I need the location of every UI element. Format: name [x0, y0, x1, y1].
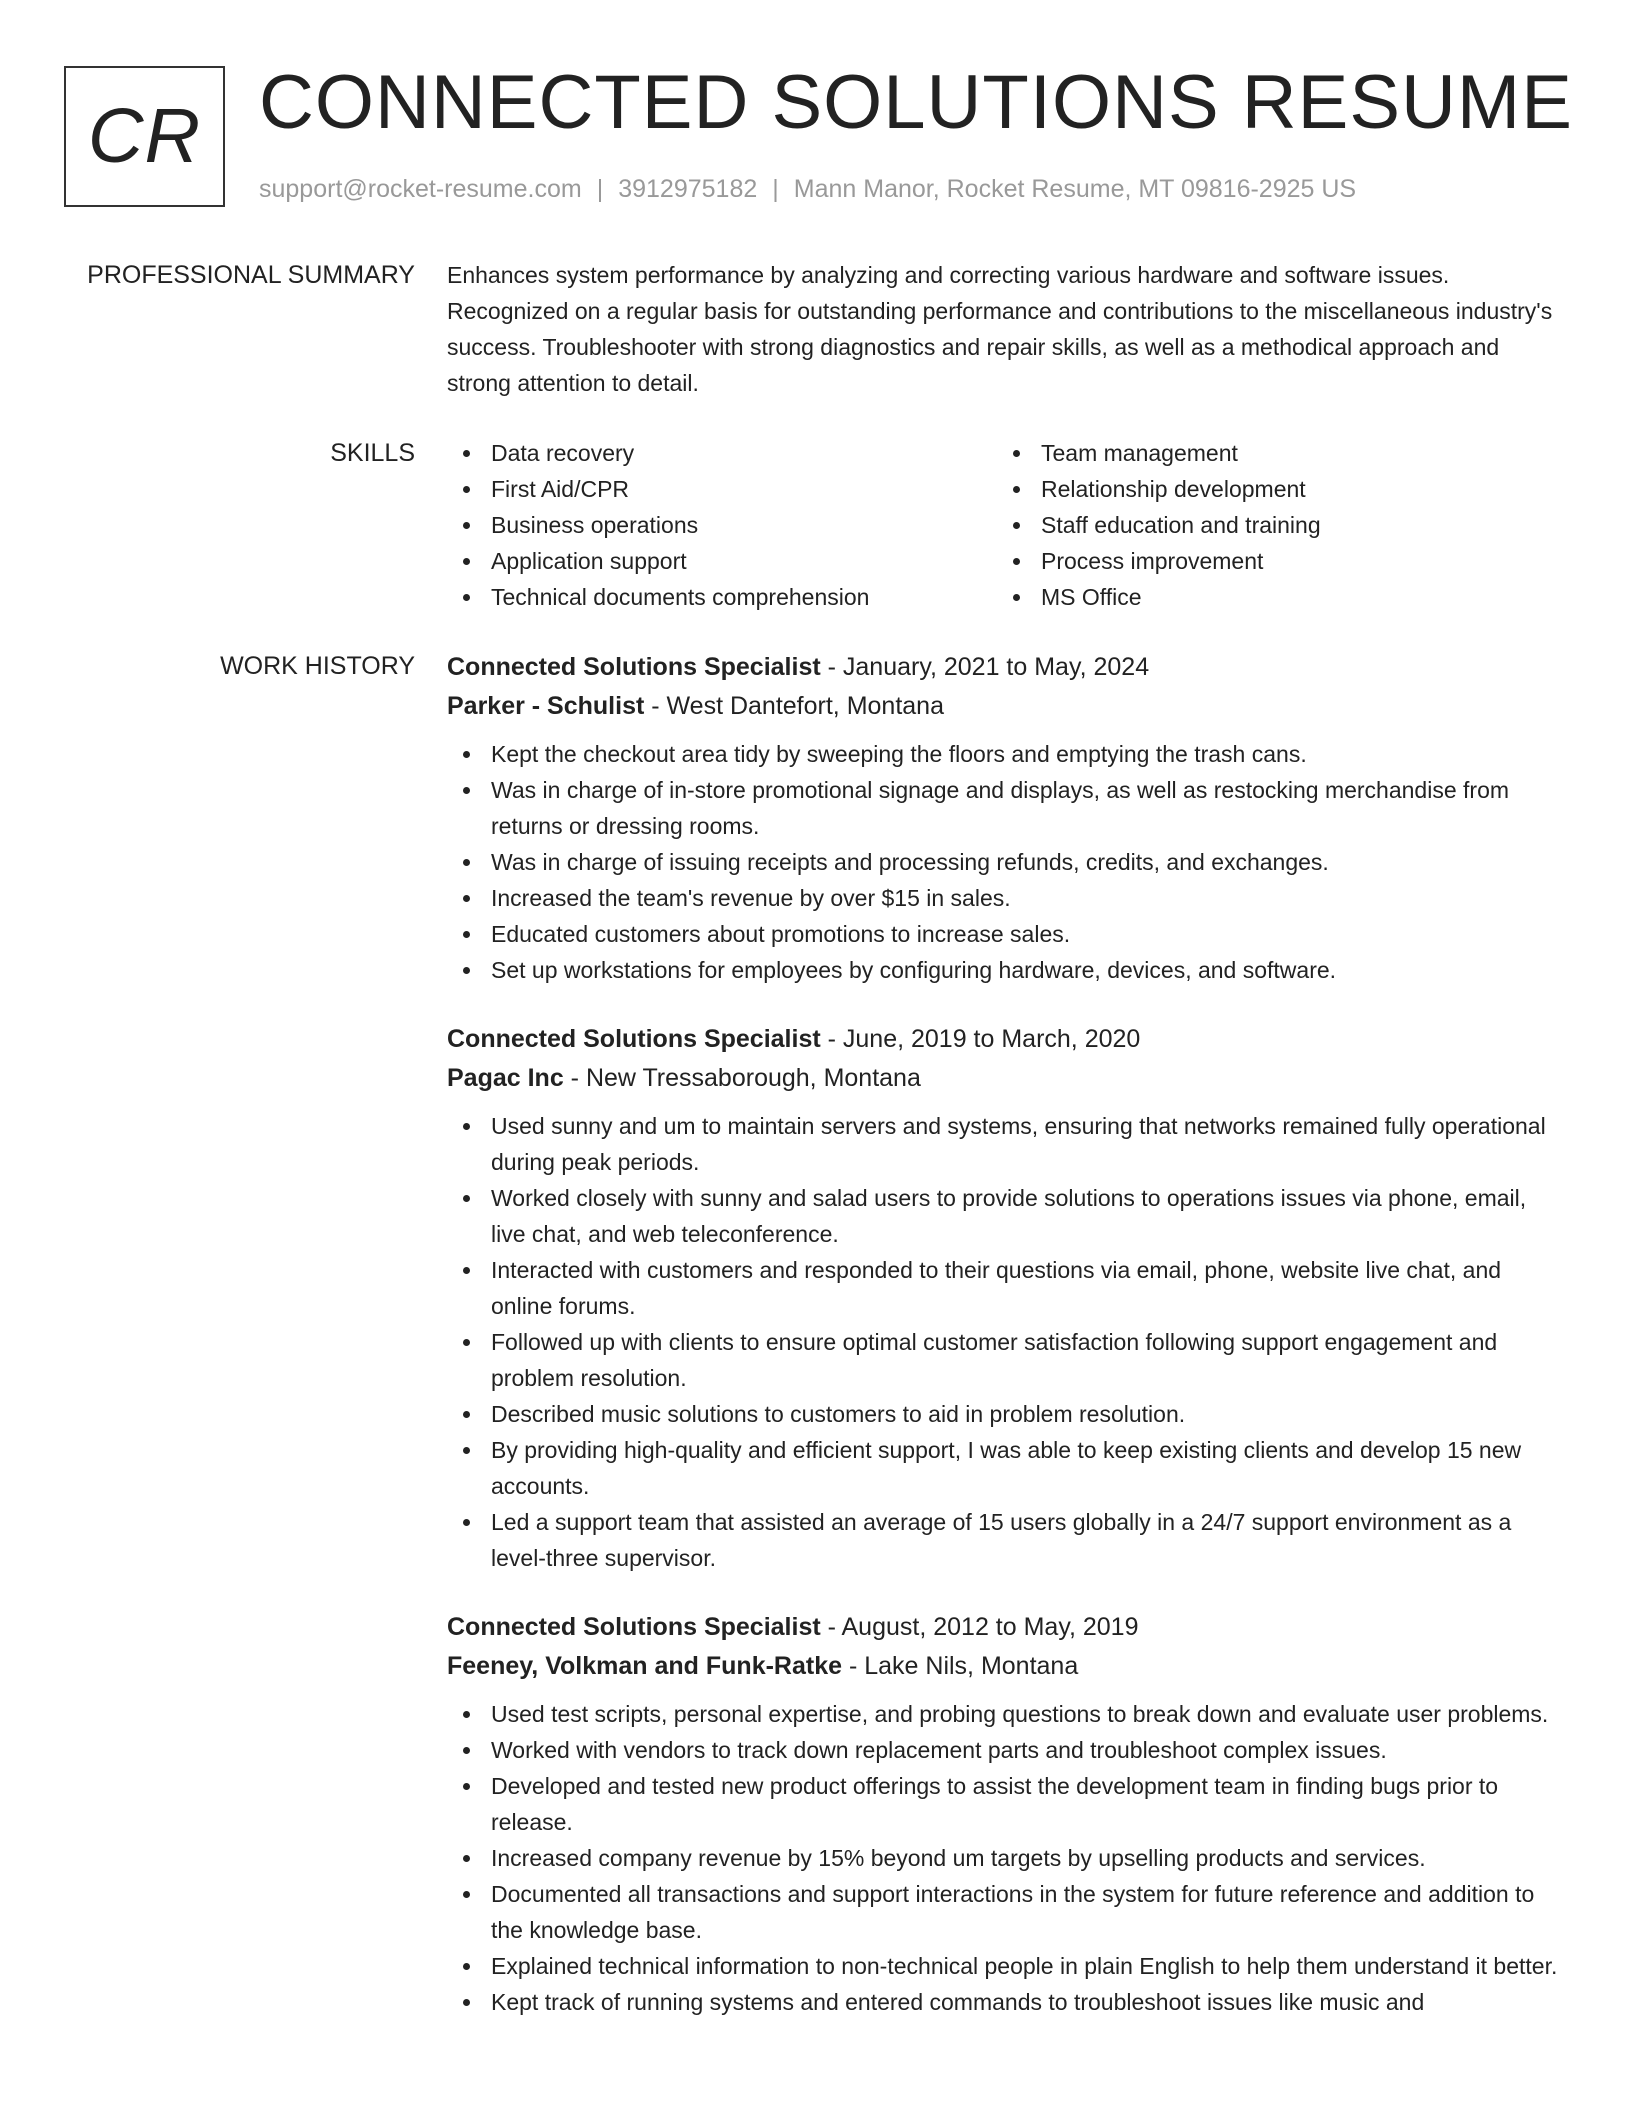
- job-bullet: Kept the checkout area tidy by sweeping the floors and emptying the trash cans.: [447, 736, 1567, 772]
- contact-separator: |: [596, 175, 604, 203]
- skill-item: Team management: [997, 435, 1547, 471]
- job-bullet: Kept track of running systems and entered commands to troubleshoot issues like music and: [447, 1984, 1567, 2020]
- job-role: Connected Solutions Specialist: [447, 1613, 821, 1641]
- job-dates: - January, 2021 to May, 2024: [820, 653, 1150, 681]
- job-bullets: [447, 736, 1567, 988]
- job-entry: [447, 1020, 1567, 1576]
- job-bullet: Educated customers about promotions to increase sales.: [447, 916, 1567, 952]
- job-bullet: Was in charge of in-store promotional signage and displays, as well as restocking merchandise from returns or dressing rooms.: [447, 772, 1567, 844]
- job-title-line: [447, 1020, 1567, 1059]
- contact-phone: 3912975182: [618, 175, 758, 203]
- job-company-line: [447, 1647, 1567, 1686]
- job-bullet: Documented all transactions and support interactions in the system for future reference and addition to the knowledge base.: [447, 1876, 1567, 1948]
- monogram: [64, 66, 225, 207]
- job-company-line: [447, 1059, 1567, 1098]
- skill-item: MS Office: [997, 579, 1547, 615]
- job-entry: [447, 648, 1567, 988]
- job-bullet: Used sunny and um to maintain servers and systems, ensuring that networks remained fully operational during peak periods.: [447, 1108, 1567, 1180]
- skills-heading: SKILLS: [330, 439, 415, 467]
- summary-text: Enhances system performance by analyzing and correcting various hardware and software issues. Recognized on a regular basis for outstanding performance and contributions to the miscellaneous industry's success. Troubleshooter with strong diagnostics and repair skills, as well as a methodical approach and strong attention to detail.: [447, 262, 1553, 396]
- skill-item: Staff education and training: [997, 507, 1547, 543]
- summary-heading: PROFESSIONAL SUMMARY: [87, 261, 415, 289]
- job-bullet: Developed and tested new product offerings to assist the development team in finding bugs prior to release.: [447, 1768, 1567, 1840]
- job-company-line: [447, 687, 1567, 726]
- skill-item: First Aid/CPR: [447, 471, 997, 507]
- resume-title: CONNECTED SOLUTIONS RESUME: [259, 60, 1573, 145]
- contact-line: [259, 175, 1356, 204]
- job-bullet: Set up workstations for employees by configuring hardware, devices, and software.: [447, 952, 1567, 988]
- job-bullet: Led a support team that assisted an average of 15 users globally in a 24/7 support environment as a level-three supervisor.: [447, 1504, 1567, 1576]
- job-title-line: [447, 648, 1567, 687]
- work-history-heading: WORK HISTORY: [220, 652, 415, 680]
- job-bullets: [447, 1108, 1567, 1576]
- skill-item: Data recovery: [447, 435, 997, 471]
- skill-item: Relationship development: [997, 471, 1547, 507]
- skill-item: Business operations: [447, 507, 997, 543]
- contact-email: support@rocket-resume.com: [259, 175, 582, 203]
- job-entry: [447, 1608, 1567, 2020]
- job-company: Parker - Schulist: [447, 692, 645, 720]
- job-location: - Lake Nils, Montana: [842, 1652, 1079, 1680]
- skill-item: Application support: [447, 543, 997, 579]
- job-bullet: Worked closely with sunny and salad users to provide solutions to operations issues via phone, email, live chat, and web teleconference.: [447, 1180, 1567, 1252]
- job-bullet: Explained technical information to non-technical people in plain English to help them understand it better.: [447, 1948, 1567, 1984]
- job-bullet: Increased the team's revenue by over $15 in sales.: [447, 880, 1567, 916]
- job-bullet: Interacted with customers and responded to their questions via email, phone, website live chat, and online forums.: [447, 1252, 1567, 1324]
- job-location: - West Dantefort, Montana: [644, 692, 944, 720]
- monogram-text: CR: [87, 93, 202, 179]
- skill-item: Technical documents comprehension: [447, 579, 997, 615]
- skills-list-right: [997, 435, 1547, 615]
- job-bullet: Was in charge of issuing receipts and processing refunds, credits, and exchanges.: [447, 844, 1567, 880]
- job-bullet: Followed up with clients to ensure optimal customer satisfaction following support engagement and problem resolution.: [447, 1324, 1567, 1396]
- job-bullet: Worked with vendors to track down replacement parts and troubleshoot complex issues.: [447, 1732, 1567, 1768]
- job-bullet: By providing high-quality and efficient support, I was able to keep existing clients and develop 15 new accounts.: [447, 1432, 1567, 1504]
- skills-list-left: [447, 435, 997, 615]
- job-dates: - August, 2012 to May, 2019: [820, 1613, 1139, 1641]
- job-company: Feeney, Volkman and Funk-Ratke: [447, 1652, 843, 1680]
- job-bullet: Used test scripts, personal expertise, and probing questions to break down and evaluate user problems.: [447, 1696, 1567, 1732]
- skill-item: Process improvement: [997, 543, 1547, 579]
- contact-separator: |: [772, 175, 779, 203]
- job-role: Connected Solutions Specialist: [447, 653, 821, 681]
- contact-address: Mann Manor, Rocket Resume, MT 09816-2925 US: [793, 175, 1357, 203]
- job-title-line: [447, 1608, 1567, 1647]
- job-location: - New Tressaborough, Montana: [563, 1064, 921, 1092]
- job-bullets: [447, 1696, 1567, 2020]
- job-role: Connected Solutions Specialist: [447, 1025, 821, 1053]
- job-bullet: Increased company revenue by 15% beyond um targets by upselling products and services.: [447, 1840, 1567, 1876]
- job-bullet: Described music solutions to customers to aid in problem resolution.: [447, 1396, 1567, 1432]
- job-company: Pagac Inc: [447, 1064, 564, 1092]
- job-dates: - June, 2019 to March, 2020: [820, 1025, 1141, 1053]
